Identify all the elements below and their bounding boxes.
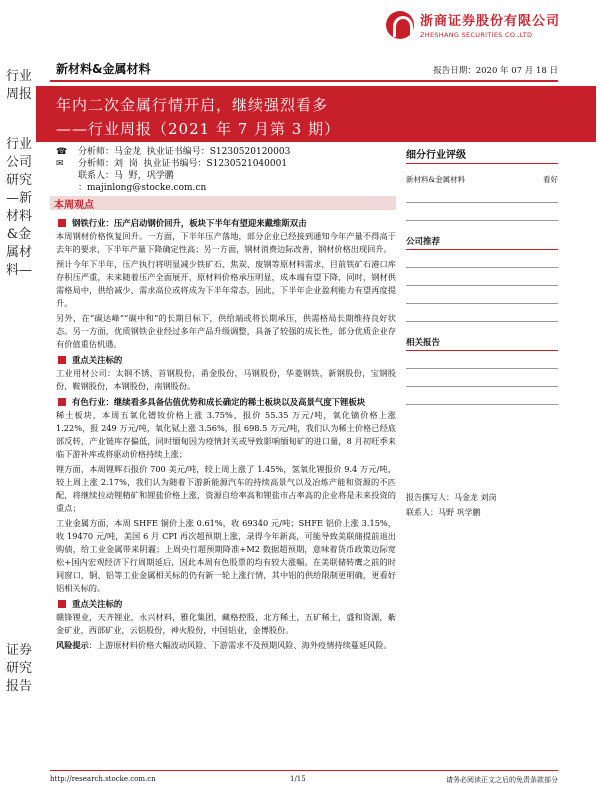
company-name-cn: 浙商证券股份有限公司 bbox=[420, 14, 561, 29]
title-banner bbox=[36, 86, 596, 142]
author-value: 马金龙 刘岗 bbox=[454, 493, 497, 502]
analyst-2: 分析师：刘 岗 执业证书编号：S1230521040001 bbox=[78, 159, 288, 169]
analyst-1: 分析师：马金龙 执业证书编号：S1230520120003 bbox=[78, 147, 291, 157]
strip-top-label: 行业周报 bbox=[6, 69, 33, 102]
bullet-nonferrous: 有色行业：继续看多具备估值优势和成长确定的稀土板块以及高景气度下锂板块 bbox=[56, 396, 396, 409]
square-bullet-icon bbox=[58, 219, 66, 227]
paragraph: 工业金属方面，本周 SHFE 铜价上涨 0.61%，收 69340 元/吨；SHFE 铝价上涨 3.15%，收 19470 元/吨，美国 6 月 CPI 再次超预期上涨，录得今年新高，可能导致美联储提前退出购债，给工业金属带来阴霾；上周央行超预期降准+M2 数据超预期，意味着货币政策边际宽松+国内宏观经济下行周期延后，因此本周有色股票的均有较大涨幅。在美联储转鹰之前的时间窗口，铜、铝等工业金属相关标的仍有新一轮上涨行情，其中铝的供给限制更明确，更看好铝相关标的。 bbox=[56, 518, 396, 593]
sidebar bbox=[406, 146, 558, 405]
paragraph: 锂方面，本周锂辉石报价 700 美元/吨，较上周上涨了 1.45%，氢氧化锂报价 9.4 万元/吨，较上周上涨 2.17%，我们认为随着下游新能源汽车的持续高景气以及冶炼产能和资源的不匹配，将继续拉动锂精矿和锂盐价格上涨，资源自给率高和锂盐市占率高的企业将是未来投资的重点； bbox=[56, 464, 396, 513]
phone-icon: ☎ bbox=[56, 147, 68, 157]
report-title: 年内二次金属行情开启，继续强烈看多 bbox=[56, 96, 329, 114]
contact-label: 联系人： bbox=[406, 508, 438, 517]
rating-row bbox=[406, 174, 558, 185]
paragraph: 另外，在“碳达峰”“碳中和”的长期目标下，供给端或将长期承压，供需格局长期维持良好状态。另一方面，优质钢铁企业经过多年产品升级调整，具备了较强的成长性，部分优质企业存有价值重估机遇。 bbox=[56, 313, 396, 349]
page-footer bbox=[50, 770, 558, 784]
author-label: 报告撰写人： bbox=[406, 493, 454, 502]
category-label: 新材料&金属材料 bbox=[56, 62, 151, 76]
risk-text: ：上游原材料价格大幅波动风险、下游需求不及预期风险、海外疫情持续蔓延风险。 bbox=[88, 640, 392, 650]
strip-bottom-label: 证券研究报告 bbox=[6, 643, 33, 694]
contact-email[interactable]: ：majinlong@stocke.com.cn bbox=[78, 183, 207, 193]
report-subtitle: ——行业周报（2021 年 7 月第 3 期） bbox=[56, 120, 341, 138]
bullet-steel: 钢铁行业：压产启动钢价回升，板块下半年有望迎来戴维斯双击 bbox=[56, 217, 396, 230]
company-name-en: ZHESHANG SECURITIES CO.,LTD bbox=[420, 31, 533, 39]
main-content bbox=[56, 214, 396, 654]
mail-icon: ✉ bbox=[56, 159, 64, 169]
footer-url[interactable]: http://research.stocke.com.cn bbox=[50, 775, 156, 783]
report-date: 报告日期：2020 年 07 月 18 日 bbox=[433, 66, 558, 76]
square-bullet-icon bbox=[58, 600, 66, 608]
analyst-block bbox=[56, 146, 396, 194]
contact-names: 联系人：马 野，巩学鹏 bbox=[78, 171, 174, 181]
bullet-targets-2: 重点关注标的 bbox=[56, 598, 396, 611]
strip-middle-label: 行业公司研究—新材料&金属材料— bbox=[6, 137, 33, 278]
square-bullet-icon bbox=[58, 398, 66, 406]
footer-disclaimer: 请务必阅读正文之后的免责条款部分 bbox=[446, 776, 558, 784]
paragraph: 稀土板块，本周五氧化镨钕价格上涨 3.75%，报价 55.35 万元/吨，氧化镝价格上涨 1.22%，报 249 万元/吨，氧化铽上涨 3.56%，报 698.5 万元/吨，我们认为稀土价格已经底部反转，产业链库存偏低，同时缅甸因为疫情封关或导致影响缅甸矿的进口量，8 月初旺季来临下游补库或将驱动价格持续上涨； bbox=[56, 410, 396, 459]
paragraph: 工业用材公司：太钢不锈，首钢股份，甬金股份，马钢股份，华菱钢铁，新钢股份，宝钢股份，鞍钢股份，本钢股份，南钢股份。 bbox=[56, 368, 396, 391]
page-header bbox=[0, 0, 600, 60]
page-number: 1/15 bbox=[290, 775, 306, 783]
square-bullet-icon bbox=[58, 356, 66, 364]
related-title: 相关报告 bbox=[406, 336, 558, 351]
category-bar bbox=[50, 58, 558, 82]
risk-paragraph bbox=[56, 639, 396, 652]
company-logo bbox=[386, 10, 560, 39]
recommend-title: 公司推荐 bbox=[406, 235, 558, 250]
paragraph: 预计今年下半年，压产执行将明显减少铁矿石、焦炭、废钢等原材料需求，目前铁矿石港口库存积压严重，未来随着压产全面展开，原材料价格承压明显，成本端有望下降，同时，钢材供需格局中，供给减少、需求高位或将成为下半年常态，因此，下半年企业盈利能力有望再度提升。 bbox=[56, 259, 396, 308]
rating-value: 看好 bbox=[543, 175, 558, 184]
section-title: 本周观点 bbox=[54, 200, 94, 211]
zheshang-logo-icon bbox=[386, 11, 414, 39]
risk-label: 风险提示 bbox=[56, 640, 89, 650]
paragraph: 赣锋锂业，天齐锂业，永兴材料，雅化集团，藏格控股，北方稀土，五矿稀土，盛和资源，紫金矿业，西部矿业，云铝股份，神火股份，中国铝业，金博股份。 bbox=[56, 612, 396, 635]
rating-sector: 新材料&金属材料 bbox=[406, 175, 466, 184]
contact-value: 马野 巩学鹏 bbox=[438, 508, 481, 517]
bullet-targets: 重点关注标的 bbox=[56, 354, 396, 367]
rating-title: 细分行业评级 bbox=[406, 146, 558, 164]
paragraph: 本周钢材价格恢复回升。一方面，下半年压产落地，部分企业已经接到通知今年产量不得高于去年的要求，下半年产量下降确定性高；另一方面，钢材消费边际改善，钢材价格出现回升。 bbox=[56, 231, 396, 254]
section-heading bbox=[50, 196, 396, 210]
author-credit bbox=[406, 490, 558, 520]
